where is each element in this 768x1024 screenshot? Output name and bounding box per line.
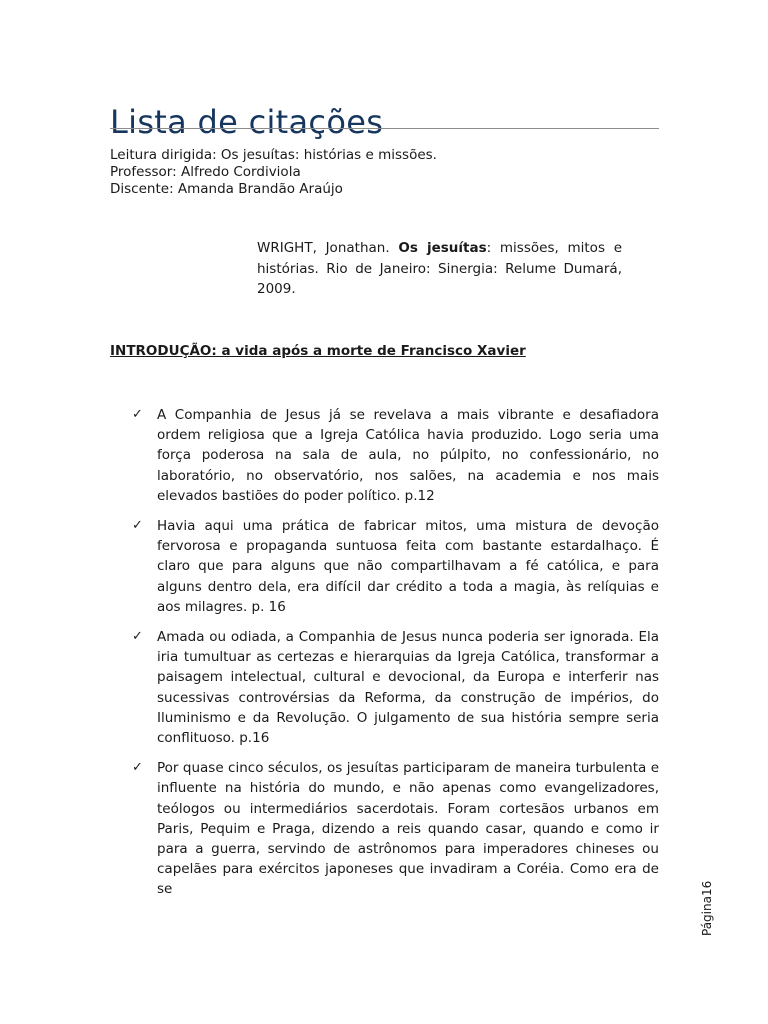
quote-text: Amada ou odiada, a Companhia de Jesus nunca poderia ser ignorada. Ela iria tumultuar as certezas e hierarquias da Igreja Católica, transformar a paisagem intelectual, cultural e devocional, da Europa e interferir nas sucessivas controvérsias da Reforma, da construção de impérios, do Iluminismo e da Revolução. O julgamento de sua história sempre seria conflituoso. p.16 [157,629,659,747]
reading-line: Leitura dirigida: Os jesuítas: histórias e missões. [110,147,437,163]
document-metadata [110,147,437,198]
section-heading: INTRODUÇÃO: a vida após a morte de Francisco Xavier [110,343,526,359]
quote-text: A Companhia de Jesus já se revelava a mais vibrante e desafiadora ordem religiosa que a Igreja Católica havia produzido. Logo seria uma força poderosa na sala de aula, no púlpito, no confessionário, no laboratório, no observatório, nos salões, na academia e nos mais elevados bastiões do poder político. p.12 [157,407,659,504]
student-line: Discente: Amanda Brandão Araújo [110,181,343,197]
title-divider [110,128,659,129]
checkmark-icon: ✓ [132,760,143,776]
quote-item [110,405,659,506]
quotes-list [110,405,659,910]
checkmark-icon: ✓ [132,629,143,645]
professor-line: Professor: Alfredo Cordiviola [110,164,301,180]
reference-details: : missões, mitos e histórias. Rio de Janeiro: Sinergia: Relume Dumará, 2009. [257,240,622,297]
reference-book-title: Os jesuítas [398,240,487,256]
document-title: Lista de citações [110,103,384,142]
bibliographic-reference [257,238,622,300]
checkmark-icon: ✓ [132,518,143,534]
quote-item [110,627,659,748]
reference-author: WRIGHT, Jonathan. [257,240,399,256]
quote-text: Por quase cinco séculos, os jesuítas participaram de maneira turbulenta e influente na história do mundo, e não apenas como evangelizadores, teólogos ou intermediários sacerdotais. Foram cortesãos urbanos em Paris, Pequim e Praga, dizendo a reis quando casar, quando e como ir para a guerra, servindo de astrônomos para imperadores chineses ou capelães para exércitos japoneses que invadiram a Coréia. Como era de se [157,760,659,898]
quote-item [110,758,659,899]
checkmark-icon: ✓ [132,407,143,422]
page-number: Página16 [700,880,714,936]
quote-item [110,516,659,617]
quote-text: Havia aqui uma prática de fabricar mitos, uma mistura de devoção fervorosa e propaganda suntuosa feita com bastante estardalhaço. É claro que para alguns que não compartilhavam a fé católica, e para alguns dentro dela, era difícil dar crédito a toda a magia, às relíquias e aos milagres. p. 16 [157,518,659,615]
